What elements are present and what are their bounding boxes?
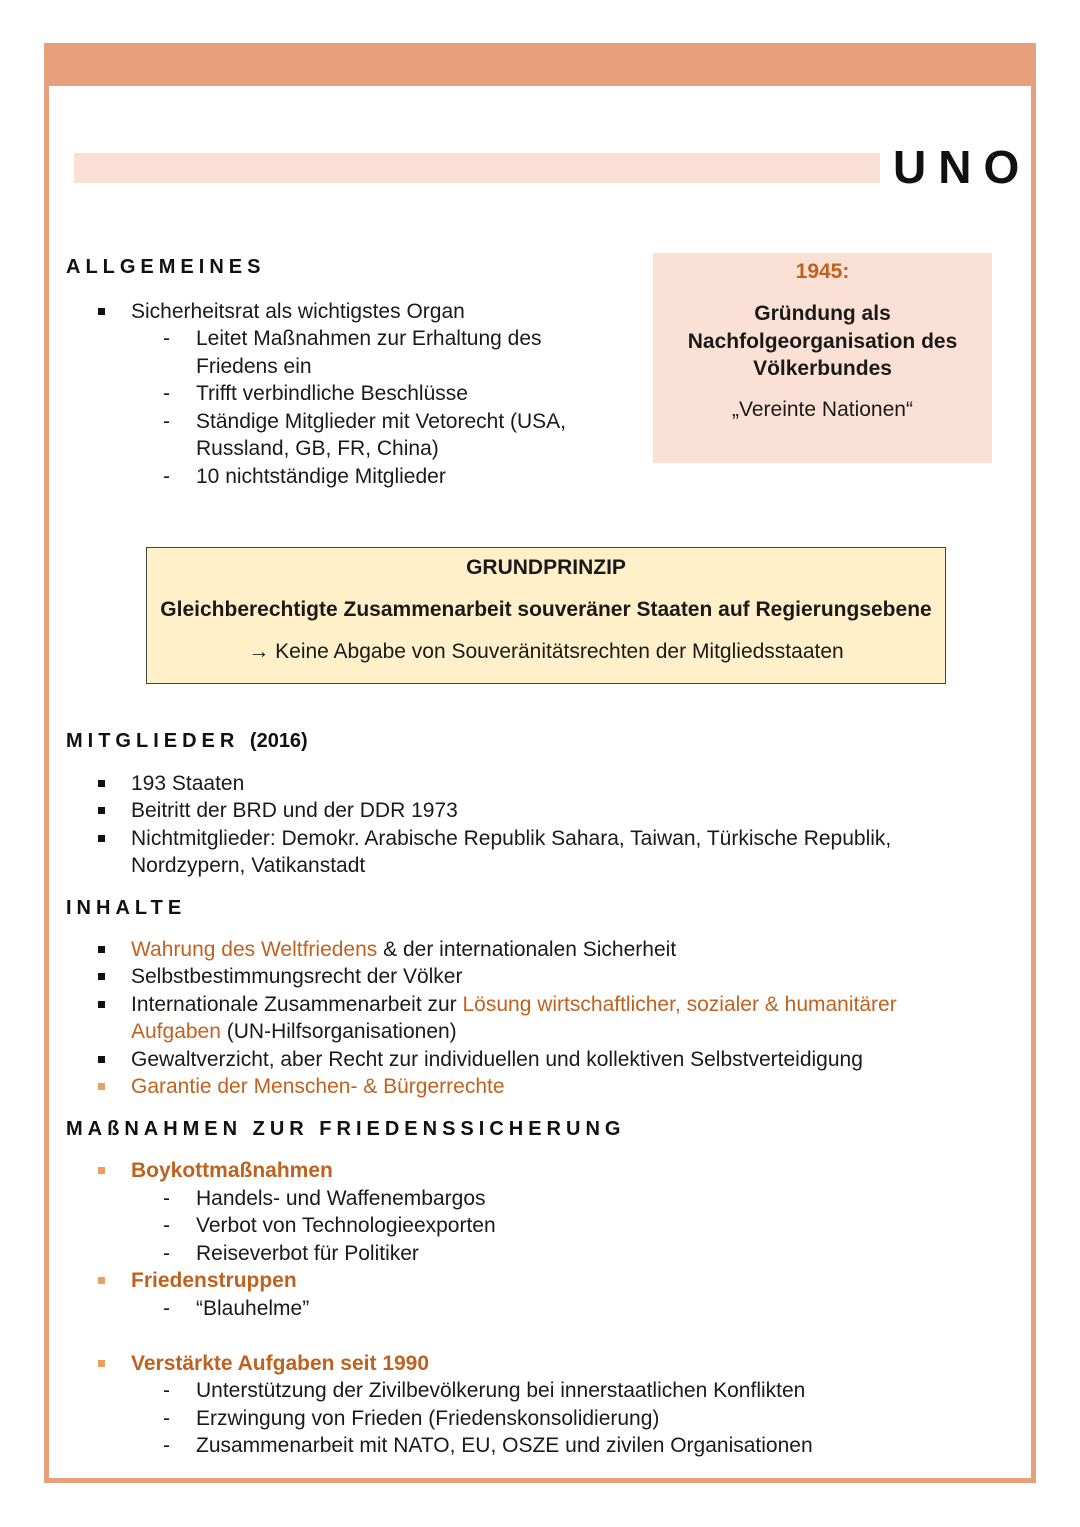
bullet-icon bbox=[98, 308, 105, 315]
bullet-icon bbox=[98, 1056, 105, 1063]
dash-icon: - bbox=[163, 327, 170, 350]
list-item bbox=[131, 991, 897, 1019]
grundprinzip-main: Gleichberechtigte Zusammenarbeit souveräner Staaten auf Regierungsebene bbox=[160, 598, 932, 621]
page-title: UNO bbox=[893, 141, 1032, 193]
info-year: 1945: bbox=[795, 260, 850, 283]
list-subitem-cont: Russland, GB, FR, China) bbox=[196, 437, 439, 460]
list-item: Friedenstruppen bbox=[131, 1269, 297, 1292]
list-item: Garantie der Menschen- & Bürgerrechte bbox=[131, 1075, 505, 1098]
list-item-cont: Nordzypern, Vatikanstadt bbox=[131, 854, 366, 877]
list-subitem: Reiseverbot für Politiker bbox=[196, 1242, 419, 1265]
section-heading-mitglieder bbox=[66, 730, 308, 753]
list-item: Verstärkte Aufgaben seit 1990 bbox=[131, 1352, 430, 1375]
section-heading-massnahmen: MAßNAHMEN ZUR FRIEDENSSICHERUNG bbox=[66, 1118, 626, 1140]
item-text: & der internationalen Sicherheit bbox=[377, 938, 677, 961]
list-subitem: Leitet Maßnahmen zur Erhaltung des bbox=[196, 327, 542, 350]
section-heading-allgemeines: ALLGEMEINES bbox=[66, 256, 266, 278]
info-box-1945 bbox=[653, 253, 992, 463]
list-subitem: “Blauhelme” bbox=[196, 1297, 310, 1320]
info-line: Nachfolgeorganisation des bbox=[687, 329, 958, 353]
bullet-icon bbox=[98, 946, 105, 953]
item-text: Internationale Zusammenarbeit zur bbox=[131, 993, 463, 1016]
dash-icon: - bbox=[163, 1214, 170, 1237]
dash-icon: - bbox=[163, 1187, 170, 1210]
list-subitem: Trifft verbindliche Beschlüsse bbox=[196, 382, 468, 405]
dash-icon: - bbox=[163, 1379, 170, 1402]
bullet-icon bbox=[98, 780, 105, 787]
list-item: Gewaltverzicht, aber Recht zur individuellen und kollektiven Selbstverteidigung bbox=[131, 1048, 863, 1071]
bullet-icon bbox=[98, 1167, 105, 1174]
info-quote: „Vereinte Nationen“ bbox=[732, 398, 913, 421]
list-subitem-cont: Friedens ein bbox=[196, 355, 312, 378]
bullet-icon bbox=[98, 1083, 105, 1090]
list-item: Boykottmaßnahmen bbox=[131, 1159, 333, 1182]
dash-icon: - bbox=[163, 410, 170, 433]
bullet-icon bbox=[98, 1360, 105, 1367]
dash-icon: - bbox=[163, 1407, 170, 1430]
list-subitem: Handels- und Waffenembargos bbox=[196, 1187, 486, 1210]
list-subitem: 10 nichtständige Mitglieder bbox=[196, 465, 446, 488]
grundprinzip-note: → Keine Abgabe von Souveränitätsrechten der Mitgliedsstaaten bbox=[248, 640, 844, 663]
list-subitem: Ständige Mitglieder mit Vetorecht (USA, bbox=[196, 410, 567, 433]
list-item: Selbstbestimmungsrecht der Völker bbox=[131, 965, 463, 988]
highlight-text: Wahrung des Weltfriedens bbox=[131, 938, 378, 961]
heading-text: MITGLIEDER bbox=[66, 730, 240, 752]
grundprinzip-box bbox=[146, 547, 946, 684]
heading-year: (2016) bbox=[249, 730, 308, 752]
info-line: Gründung als bbox=[754, 302, 891, 325]
dash-icon: - bbox=[163, 1242, 170, 1265]
info-text bbox=[653, 300, 992, 383]
highlight-text: Lösung wirtschaftlicher, sozialer & humanitärer bbox=[462, 993, 897, 1016]
list-item: Sicherheitsrat als wichtigstes Organ bbox=[131, 300, 465, 323]
list-subitem: Zusammenarbeit mit NATO, EU, OSZE und zivilen Organisationen bbox=[196, 1434, 813, 1457]
list-subitem: Erzwingung von Frieden (Friedenskonsolidierung) bbox=[196, 1407, 660, 1430]
list-item bbox=[131, 936, 676, 964]
title-bar bbox=[74, 153, 880, 183]
bullet-icon bbox=[98, 835, 105, 842]
list-item: 193 Staaten bbox=[131, 772, 245, 795]
list-item: Nichtmitglieder: Demokr. Arabische Republik Sahara, Taiwan, Türkische Republik, bbox=[131, 827, 892, 850]
item-text: (UN-Hilfsorganisationen) bbox=[220, 1020, 457, 1043]
dash-icon: - bbox=[163, 465, 170, 488]
bullet-icon bbox=[98, 807, 105, 814]
dash-icon: - bbox=[163, 382, 170, 405]
list-item: Beitritt der BRD und der DDR 1973 bbox=[131, 799, 458, 822]
list-subitem: Unterstützung der Zivilbevölkerung bei innerstaatlichen Konflikten bbox=[196, 1379, 806, 1402]
bullet-icon bbox=[98, 1001, 105, 1008]
dash-icon: - bbox=[163, 1434, 170, 1457]
section-heading-inhalte: INHALTE bbox=[66, 897, 187, 919]
list-subitem: Verbot von Technologieexporten bbox=[196, 1214, 496, 1237]
bullet-icon bbox=[98, 973, 105, 980]
grundprinzip-heading: GRUNDPRINZIP bbox=[466, 556, 626, 579]
highlight-text: Aufgaben bbox=[131, 1020, 221, 1043]
dash-icon: - bbox=[163, 1297, 170, 1320]
list-item-cont bbox=[131, 1018, 457, 1046]
info-line: Völkerbundes bbox=[753, 357, 892, 380]
bullet-icon bbox=[98, 1277, 105, 1284]
